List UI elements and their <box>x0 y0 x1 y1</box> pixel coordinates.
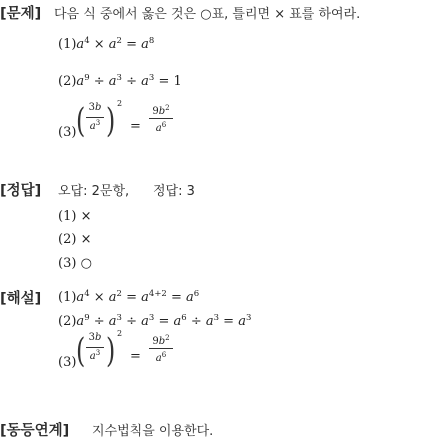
problem-tag: [문제] <box>0 6 42 22</box>
answer-item-3: (3) ○ <box>58 256 92 271</box>
solution-item-3-num: (3) <box>58 355 77 370</box>
problem-item-1: $(1)a^4 \times a^2 = a^8$ <box>58 36 155 52</box>
answer-summary-right: 정답: 3 <box>153 184 195 199</box>
answer-tag: [정답] <box>0 183 42 199</box>
answer-summary-left: 오답: 2문항, <box>58 184 130 199</box>
problem-instruction: 다음 식 중에서 옳은 것은 ○표, 틀리면 × 표를 하여라. <box>54 7 361 22</box>
solution-item-2: $(2)a^9 \div a^3 \div a^3 = a^6 \div a^3 = a^3$ <box>58 313 252 329</box>
answer-item-2: (2) × <box>58 232 92 247</box>
answer-item-1: (1) × <box>58 209 92 224</box>
solution-item-1: $(1)a^4 \times a^2 = a^{4+2} = a^6$ <box>58 289 200 305</box>
problem-item-2: $(2)a^9 \div a^3 \div a^3 = 1$ <box>58 73 182 89</box>
related-text: 지수법칙을 이용한다. <box>92 424 214 439</box>
solution-tag: [해설] <box>0 291 42 307</box>
related-tag: [동등연계] <box>0 423 70 439</box>
problem-item-3-num: (3) <box>58 125 77 140</box>
